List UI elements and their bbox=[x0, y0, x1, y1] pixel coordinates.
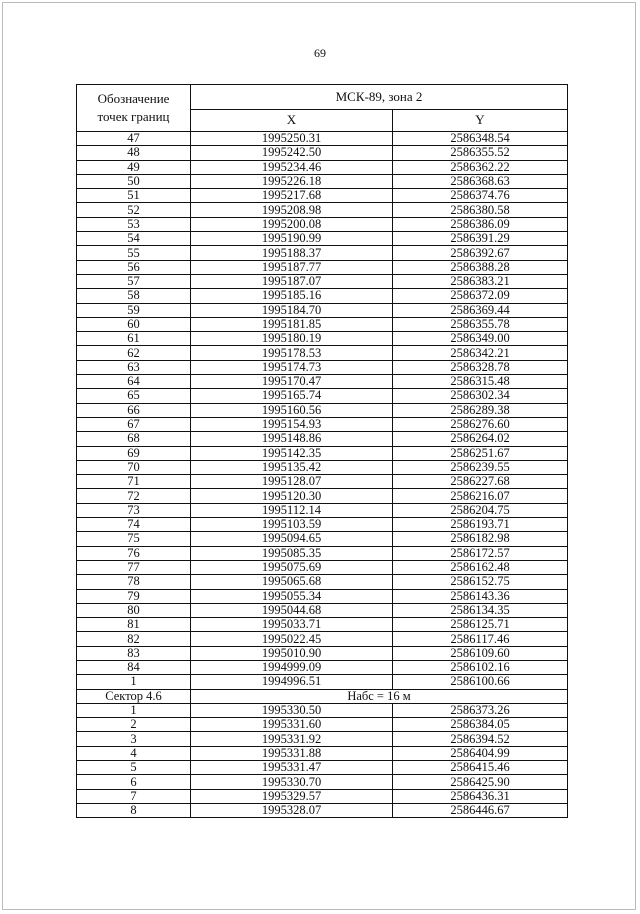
table-row bbox=[77, 232, 568, 246]
x-coordinate: 1995174.73 bbox=[191, 360, 393, 374]
point-number: 74 bbox=[77, 518, 191, 532]
table-row bbox=[77, 746, 568, 760]
x-coordinate: 1995217.68 bbox=[191, 189, 393, 203]
point-number: 73 bbox=[77, 503, 191, 517]
table-row bbox=[77, 360, 568, 374]
y-coordinate: 2586342.21 bbox=[393, 346, 568, 360]
x-coordinate: 1995103.59 bbox=[191, 518, 393, 532]
y-coordinate: 2586415.46 bbox=[393, 761, 568, 775]
point-number: 1 bbox=[77, 675, 191, 689]
table-row bbox=[77, 546, 568, 560]
point-number: 62 bbox=[77, 346, 191, 360]
point-number: 47 bbox=[77, 132, 191, 146]
table-row bbox=[77, 589, 568, 603]
point-number: 51 bbox=[77, 189, 191, 203]
x-coordinate: 1995328.07 bbox=[191, 803, 393, 817]
y-coordinate: 2586152.75 bbox=[393, 575, 568, 589]
table-row bbox=[77, 332, 568, 346]
sector-height: Набс = 16 м bbox=[191, 689, 568, 703]
x-coordinate: 1995331.92 bbox=[191, 732, 393, 746]
y-coordinate: 2586348.54 bbox=[393, 132, 568, 146]
x-coordinate: 1995330.50 bbox=[191, 703, 393, 717]
point-number: 48 bbox=[77, 146, 191, 160]
x-coordinate: 1995128.07 bbox=[191, 475, 393, 489]
y-coordinate: 2586302.34 bbox=[393, 389, 568, 403]
y-coordinate: 2586436.31 bbox=[393, 789, 568, 803]
table-row bbox=[77, 603, 568, 617]
y-coordinate: 2586227.68 bbox=[393, 475, 568, 489]
header-label-line2: точек границ bbox=[97, 109, 170, 124]
x-coordinate: 1995234.46 bbox=[191, 160, 393, 174]
point-number: 61 bbox=[77, 332, 191, 346]
x-coordinate: 1995331.60 bbox=[191, 718, 393, 732]
table-row bbox=[77, 217, 568, 231]
point-number: 75 bbox=[77, 532, 191, 546]
y-coordinate: 2586264.02 bbox=[393, 432, 568, 446]
y-coordinate: 2586125.71 bbox=[393, 618, 568, 632]
sector-label: Сектор 4.6 bbox=[77, 689, 191, 703]
y-coordinate: 2586380.58 bbox=[393, 203, 568, 217]
table-row bbox=[77, 503, 568, 517]
x-coordinate: 1995170.47 bbox=[191, 375, 393, 389]
x-coordinate: 1995331.47 bbox=[191, 761, 393, 775]
x-coordinate: 1995331.88 bbox=[191, 746, 393, 760]
point-number: 80 bbox=[77, 603, 191, 617]
point-number: 79 bbox=[77, 589, 191, 603]
x-coordinate: 1995178.53 bbox=[191, 346, 393, 360]
table-row bbox=[77, 660, 568, 674]
table-row bbox=[77, 460, 568, 474]
table-row bbox=[77, 174, 568, 188]
point-number: 63 bbox=[77, 360, 191, 374]
point-number: 66 bbox=[77, 403, 191, 417]
table-row bbox=[77, 346, 568, 360]
table-row bbox=[77, 289, 568, 303]
x-coordinate: 1995154.93 bbox=[191, 417, 393, 431]
point-number: 58 bbox=[77, 289, 191, 303]
point-number: 5 bbox=[77, 761, 191, 775]
sector-row bbox=[77, 689, 568, 703]
point-number: 81 bbox=[77, 618, 191, 632]
y-coordinate: 2586102.16 bbox=[393, 660, 568, 674]
y-coordinate: 2586373.26 bbox=[393, 703, 568, 717]
table-row bbox=[77, 203, 568, 217]
point-number: 84 bbox=[77, 660, 191, 674]
table-row bbox=[77, 475, 568, 489]
header-point-label bbox=[77, 85, 191, 132]
y-coordinate: 2586216.07 bbox=[393, 489, 568, 503]
table-row bbox=[77, 375, 568, 389]
table-row bbox=[77, 317, 568, 331]
table-row bbox=[77, 761, 568, 775]
x-coordinate: 1995165.74 bbox=[191, 389, 393, 403]
x-coordinate: 1995188.37 bbox=[191, 246, 393, 260]
point-number: 56 bbox=[77, 260, 191, 274]
point-number: 67 bbox=[77, 417, 191, 431]
point-number: 60 bbox=[77, 317, 191, 331]
x-coordinate: 1995185.16 bbox=[191, 289, 393, 303]
header-y: Y bbox=[393, 109, 568, 131]
table-row bbox=[77, 446, 568, 460]
x-coordinate: 1995181.85 bbox=[191, 317, 393, 331]
table-row bbox=[77, 189, 568, 203]
x-coordinate: 1995135.42 bbox=[191, 460, 393, 474]
table-row bbox=[77, 575, 568, 589]
point-number: 49 bbox=[77, 160, 191, 174]
x-coordinate: 1995160.56 bbox=[191, 403, 393, 417]
x-coordinate: 1995010.90 bbox=[191, 646, 393, 660]
point-number: 76 bbox=[77, 546, 191, 560]
x-coordinate: 1995022.45 bbox=[191, 632, 393, 646]
y-coordinate: 2586100.66 bbox=[393, 675, 568, 689]
y-coordinate: 2586425.90 bbox=[393, 775, 568, 789]
point-number: 6 bbox=[77, 775, 191, 789]
table-row bbox=[77, 489, 568, 503]
table-row bbox=[77, 718, 568, 732]
y-coordinate: 2586276.60 bbox=[393, 417, 568, 431]
x-coordinate: 1995033.71 bbox=[191, 618, 393, 632]
y-coordinate: 2586193.71 bbox=[393, 518, 568, 532]
point-number: 4 bbox=[77, 746, 191, 760]
point-number: 57 bbox=[77, 274, 191, 288]
table-row bbox=[77, 560, 568, 574]
table-row bbox=[77, 532, 568, 546]
y-coordinate: 2586369.44 bbox=[393, 303, 568, 317]
y-coordinate: 2586372.09 bbox=[393, 289, 568, 303]
point-number: 50 bbox=[77, 174, 191, 188]
y-coordinate: 2586383.21 bbox=[393, 274, 568, 288]
x-coordinate: 1995200.08 bbox=[191, 217, 393, 231]
x-coordinate: 1995085.35 bbox=[191, 546, 393, 560]
x-coordinate: 1995065.68 bbox=[191, 575, 393, 589]
y-coordinate: 2586355.78 bbox=[393, 317, 568, 331]
point-number: 77 bbox=[77, 560, 191, 574]
y-coordinate: 2586172.57 bbox=[393, 546, 568, 560]
table-row bbox=[77, 260, 568, 274]
y-coordinate: 2586109.60 bbox=[393, 646, 568, 660]
table-row bbox=[77, 132, 568, 146]
y-coordinate: 2586404.99 bbox=[393, 746, 568, 760]
point-number: 8 bbox=[77, 803, 191, 817]
x-coordinate: 1995226.18 bbox=[191, 174, 393, 188]
point-number: 69 bbox=[77, 446, 191, 460]
x-coordinate: 1995184.70 bbox=[191, 303, 393, 317]
x-coordinate: 1994996.51 bbox=[191, 675, 393, 689]
coordinates-table bbox=[76, 84, 568, 818]
y-coordinate: 2586388.28 bbox=[393, 260, 568, 274]
point-number: 59 bbox=[77, 303, 191, 317]
point-number: 71 bbox=[77, 475, 191, 489]
table-row bbox=[77, 432, 568, 446]
x-coordinate: 1994999.09 bbox=[191, 660, 393, 674]
table-row bbox=[77, 303, 568, 317]
table-row bbox=[77, 703, 568, 717]
table-row bbox=[77, 646, 568, 660]
table-row bbox=[77, 803, 568, 817]
y-coordinate: 2586374.76 bbox=[393, 189, 568, 203]
y-coordinate: 2586394.52 bbox=[393, 732, 568, 746]
y-coordinate: 2586204.75 bbox=[393, 503, 568, 517]
x-coordinate: 1995094.65 bbox=[191, 532, 393, 546]
y-coordinate: 2586392.67 bbox=[393, 246, 568, 260]
y-coordinate: 2586386.09 bbox=[393, 217, 568, 231]
y-coordinate: 2586362.22 bbox=[393, 160, 568, 174]
point-number: 7 bbox=[77, 789, 191, 803]
point-number: 1 bbox=[77, 703, 191, 717]
point-number: 72 bbox=[77, 489, 191, 503]
y-coordinate: 2586134.35 bbox=[393, 603, 568, 617]
x-coordinate: 1995208.98 bbox=[191, 203, 393, 217]
table-row bbox=[77, 789, 568, 803]
y-coordinate: 2586289.38 bbox=[393, 403, 568, 417]
point-number: 53 bbox=[77, 217, 191, 231]
y-coordinate: 2586355.52 bbox=[393, 146, 568, 160]
table-row bbox=[77, 632, 568, 646]
table-row bbox=[77, 146, 568, 160]
point-number: 3 bbox=[77, 732, 191, 746]
y-coordinate: 2586368.63 bbox=[393, 174, 568, 188]
x-coordinate: 1995190.99 bbox=[191, 232, 393, 246]
point-number: 82 bbox=[77, 632, 191, 646]
y-coordinate: 2586162.48 bbox=[393, 560, 568, 574]
table-row bbox=[77, 732, 568, 746]
y-coordinate: 2586251.67 bbox=[393, 446, 568, 460]
x-coordinate: 1995142.35 bbox=[191, 446, 393, 460]
table-row bbox=[77, 389, 568, 403]
x-coordinate: 1995180.19 bbox=[191, 332, 393, 346]
header-label-line1: Обозначение bbox=[97, 91, 170, 106]
x-coordinate: 1995112.14 bbox=[191, 503, 393, 517]
x-coordinate: 1995187.07 bbox=[191, 274, 393, 288]
x-coordinate: 1995242.50 bbox=[191, 146, 393, 160]
point-number: 65 bbox=[77, 389, 191, 403]
y-coordinate: 2586239.55 bbox=[393, 460, 568, 474]
y-coordinate: 2586143.36 bbox=[393, 589, 568, 603]
table-row bbox=[77, 417, 568, 431]
point-number: 54 bbox=[77, 232, 191, 246]
x-coordinate: 1995148.86 bbox=[191, 432, 393, 446]
point-number: 68 bbox=[77, 432, 191, 446]
table-row bbox=[77, 246, 568, 260]
y-coordinate: 2586391.29 bbox=[393, 232, 568, 246]
y-coordinate: 2586328.78 bbox=[393, 360, 568, 374]
y-coordinate: 2586384.05 bbox=[393, 718, 568, 732]
point-number: 78 bbox=[77, 575, 191, 589]
table-row bbox=[77, 675, 568, 689]
x-coordinate: 1995250.31 bbox=[191, 132, 393, 146]
point-number: 83 bbox=[77, 646, 191, 660]
table-row bbox=[77, 160, 568, 174]
y-coordinate: 2586117.46 bbox=[393, 632, 568, 646]
x-coordinate: 1995330.70 bbox=[191, 775, 393, 789]
point-number: 52 bbox=[77, 203, 191, 217]
point-number: 55 bbox=[77, 246, 191, 260]
x-coordinate: 1995329.57 bbox=[191, 789, 393, 803]
point-number: 70 bbox=[77, 460, 191, 474]
table-row bbox=[77, 618, 568, 632]
header-x: X bbox=[191, 109, 393, 131]
x-coordinate: 1995055.34 bbox=[191, 589, 393, 603]
page-number: 69 bbox=[314, 46, 326, 60]
point-number: 64 bbox=[77, 375, 191, 389]
table-row bbox=[77, 274, 568, 288]
y-coordinate: 2586349.00 bbox=[393, 332, 568, 346]
table-body bbox=[77, 132, 568, 818]
table-row bbox=[77, 775, 568, 789]
y-coordinate: 2586446.67 bbox=[393, 803, 568, 817]
x-coordinate: 1995044.68 bbox=[191, 603, 393, 617]
x-coordinate: 1995187.77 bbox=[191, 260, 393, 274]
x-coordinate: 1995120.30 bbox=[191, 489, 393, 503]
point-number: 2 bbox=[77, 718, 191, 732]
y-coordinate: 2586182.98 bbox=[393, 532, 568, 546]
header-coordinate-system: МСК-89, зона 2 bbox=[191, 85, 568, 110]
table-row bbox=[77, 518, 568, 532]
x-coordinate: 1995075.69 bbox=[191, 560, 393, 574]
table-row bbox=[77, 403, 568, 417]
y-coordinate: 2586315.48 bbox=[393, 375, 568, 389]
